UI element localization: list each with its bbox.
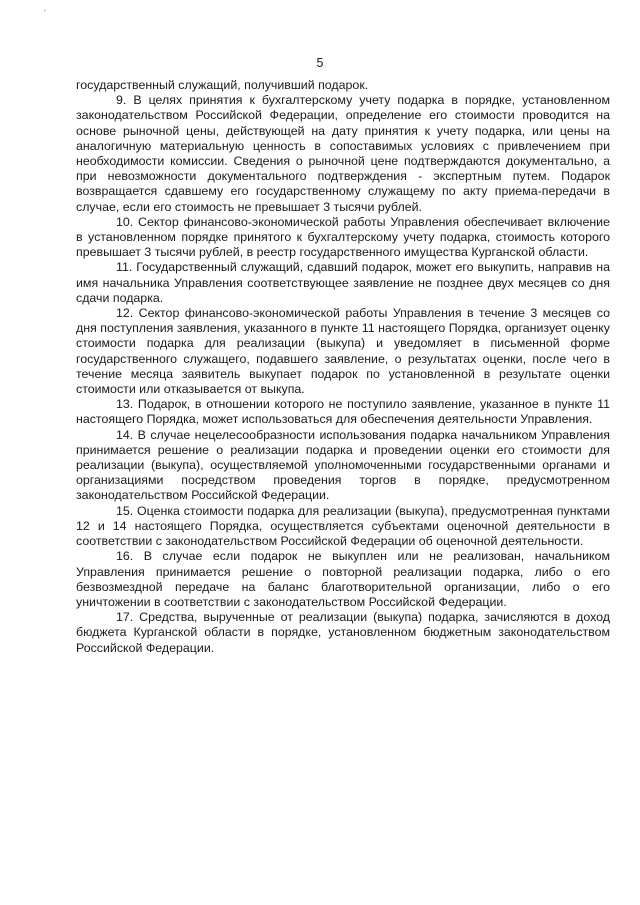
paragraph: 14. В случае нецелесообразности использования подарка начальником Управления принимается решение о реализации подарка и проведении оценки его стоимости для реализации (выкупа), осуществляемой уполномоченными государственными органами и организациями посредством проведения торгов в порядке, предусмотренном законодательством Российской Федерации. <box>76 427 610 503</box>
paragraph: 11. Государственный служащий, сдавший подарок, может его выкупить, направив на имя начальника Управления соответствующее заявление не позднее двух месяцев со дня сдачи подарка. <box>76 260 610 305</box>
paragraph: 10. Сектор финансово-экономической работы Управления обеспечивает включение в установленном порядке принятого к бухгалтерскому учету подарка, стоимость которого превышает 3 тысячи рублей, в реестр государственного имущества Курганской области. <box>76 214 610 260</box>
page-number: 5 <box>316 56 324 70</box>
paragraph: 13. Подарок, в отношении которого не поступило заявление, указанное в пункте 11 настоящего Порядка, может использоваться для обеспечения деятельности Управления. <box>76 397 610 427</box>
document-body <box>76 78 610 656</box>
paragraph: 15. Оценка стоимости подарка для реализации (выкупа), предусмотренная пунктами 12 и 14 настоящего Порядка, осуществляется субъектами оценочной деятельности в соответствии с законодательством Российской Федерации об оценочной деятельности. <box>76 503 610 549</box>
scan-mark: ' <box>44 8 46 18</box>
paragraph: 12. Сектор финансово-экономической работы Управления в течение 3 месяцев со дня поступления заявления, указанного в пункте 11 настоящего Порядка, организует оценку стоимости подарка для реализации (выкупа) и уведомляет в письменной форме государственного служащего, подавшего заявление, о результатах оценки, после чего в течение месяца заявитель выкупает подарок по установленной в результате оценки стоимости или отказывается от выкупа. <box>76 306 610 397</box>
paragraph: 9. В целях принятия к бухгалтерскому учету подарка в порядке, установленном законодательством Российской Федерации, определение его стоимости проводится на основе рыночной цены, действующей на дату принятия к учету подарка, или цены на аналогичную материальную ценность в сопоставимых условиях с привлечением при необходимости комиссии. Сведения о рыночной цене подтверждаются документально, а при невозможности документального подтверждения - экспертным путем. Подарок возвращается сдавшему его государственному служащему по акту приема-передачи в случае, если его стоимость не превышает 3 тысячи рублей. <box>76 93 610 214</box>
paragraph: государственный служащий, получивший подарок. <box>76 78 369 92</box>
paragraph: 17. Средства, вырученные от реализации (выкупа) подарка, зачисляются в доход бюджета Курганской области в порядке, установленном бюджетным законодательством Российской Федерации. <box>76 610 610 655</box>
paragraph: 16. В случае если подарок не выкуплен или не реализован, начальником Управления принимается решение о повторной реализации подарка, либо о его безвозмездной передаче на баланс благотворительной организации, либо о его уничтожении в соответствии с законодательством Российской Федерации. <box>76 549 610 609</box>
